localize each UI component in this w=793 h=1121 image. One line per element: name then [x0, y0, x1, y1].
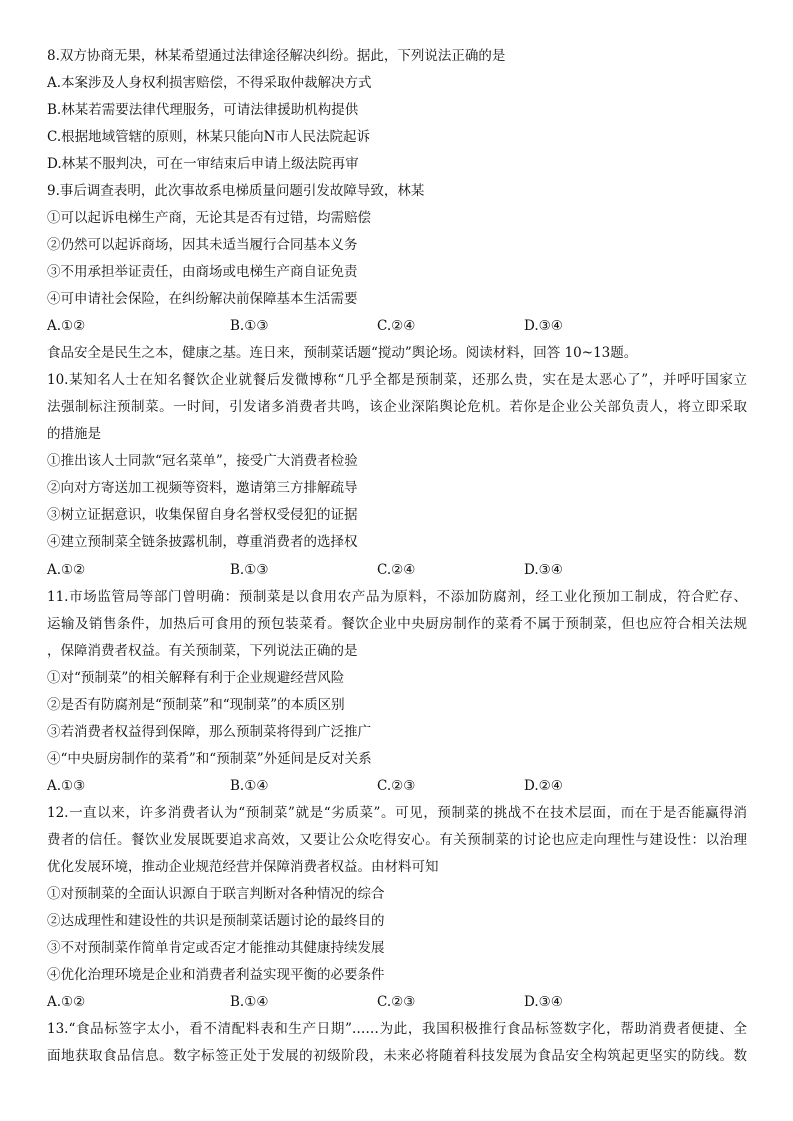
q12-stem-line-1: 12.一直以来，许多消费者认为“预制菜”就是“劣质菜”。可见，预制菜的挑战不在技术层面，而在于是否能赢得消 — [47, 805, 747, 821]
q12-choice-b: B.①④ — [230, 994, 269, 1010]
q11-choice-d: D.②④ — [524, 778, 563, 794]
q12-choices — [47, 992, 747, 1012]
q12-item-3: ③不对预制菜作简单肯定或否定才能推动其健康持续发展 — [47, 940, 385, 956]
q8-option-b: B.林某若需要法律代理服务，可请法律援助机构提供 — [47, 102, 359, 118]
q13-stem-line-1: 13.“食品标签字太小，看不清配料表和生产日期”……为此，我国积极推行食品标签数字化，帮助消费者便捷、全 — [47, 1021, 747, 1037]
q9-choice-a: A.①② — [47, 318, 86, 334]
q11-choice-a: A.①③ — [47, 778, 86, 794]
q10-stem-line-3: 的措施是 — [47, 426, 101, 442]
q9-item-1: ①可以起诉电梯生产商，无论其是否有过错，均需赔偿 — [47, 210, 371, 226]
q11-item-3: ③若消费者权益得到保障，那么预制菜将得到广泛推广 — [47, 724, 371, 740]
q9-item-4: ④可申请社会保险，在纠纷解决前保障基本生活需要 — [47, 291, 358, 307]
q10-choice-a: A.①② — [47, 562, 86, 578]
q12-item-1: ①对预制菜的全面认识源自于联言判断对各种情况的综合 — [47, 886, 385, 902]
q11-choice-c: C.②③ — [377, 778, 416, 794]
q10-choice-c: C.②④ — [377, 562, 416, 578]
q12-choice-d: D.③④ — [524, 994, 563, 1010]
q11-stem-line-3: ，保障消费者权益。有关预制菜，下列说法正确的是 — [47, 643, 358, 659]
q11-choices — [47, 776, 747, 796]
q10-choices — [47, 560, 747, 580]
q9-choice-c: C.②④ — [377, 318, 416, 334]
q11-item-2: ②是否有防腐剂是“预制菜”和“现制菜”的本质区别 — [47, 697, 345, 713]
q12-item-2: ②达成理性和建设性的共识是预制菜话题讨论的最终目的 — [47, 913, 385, 929]
q10-item-1: ①推出该人士同款“冠名菜单”，接受广大消费者检验 — [47, 453, 358, 469]
q9-item-2: ②仍然可以起诉商场，因其未适当履行合同基本义务 — [47, 237, 358, 253]
q9-choice-b: B.①③ — [230, 318, 269, 334]
q8-stem: 8.双方协商无果，林某希望通过法律途径解决纠纷。据此，下列说法正确的是 — [47, 48, 506, 64]
q8-option-d: D.林某不服判决，可在一审结束后申请上级法院再审 — [47, 156, 359, 172]
q11-choice-b: B.①④ — [230, 778, 269, 794]
q9-stem: 9.事后调查表明，此次事故系电梯质量问题引发故障导致，林某 — [47, 183, 425, 199]
q10-stem-line-2: 法强制标注预制菜。一时间，引发诸多消费者共鸣，该企业深陷舆论危机。若你是企业公关部负责人，将立即采取 — [47, 399, 747, 415]
q8-option-a: A.本案涉及人身权利损害赔偿，不得采取仲裁解决方式 — [47, 75, 372, 91]
q11-item-4: ④“中央厨房制作的菜肴”和“预制菜”外延间是反对关系 — [47, 751, 372, 767]
q9-choices — [47, 316, 747, 336]
q10-choice-d: D.③④ — [524, 562, 563, 578]
q9-item-3: ③不用承担举证责任，由商场或电梯生产商自证免责 — [47, 264, 358, 280]
q12-stem-line-3: 优化发展环境，推动企业规范经营并保障消费者权益。由材料可知 — [47, 859, 439, 875]
q10-choice-b: B.①③ — [230, 562, 269, 578]
q13-stem-line-2: 面地获取食品信息。数字标签正处于发展的初级阶段，未来必将随着科技发展为食品安全构筑起更坚实的防线。数 — [47, 1048, 747, 1064]
q11-stem-line-2: 运输及销售条件，加热后可食用的预包装菜肴。餐饮企业中央厨房制作的菜肴不属于预制菜，但也应符合相关法规 — [47, 616, 747, 632]
q9-choice-d: D.③④ — [524, 318, 563, 334]
q12-stem-line-2: 费者的信任。餐饮业发展既要追求高效，又要让公众吃得安心。有关预制菜的讨论也应走向理性与建设性：以治理 — [47, 832, 747, 848]
material-intro: 食品安全是民生之本，健康之基。连日来，预制菜话题“搅动”舆论场。阅读材料，回答 10~13题。 — [47, 345, 638, 361]
q12-choice-a: A.①② — [47, 994, 86, 1010]
q10-item-3: ③树立证据意识，收集保留自身名誉权受侵犯的证据 — [47, 507, 358, 523]
q12-choice-c: C.②③ — [377, 994, 416, 1010]
q8-option-c: C.根据地域管辖的原则，林某只能向N市人民法院起诉 — [47, 129, 370, 145]
q10-item-2: ②向对方寄送加工视频等资料，邀请第三方排解疏导 — [47, 480, 358, 496]
q10-item-4: ④建立预制菜全链条披露机制，尊重消费者的选择权 — [47, 534, 358, 550]
q11-stem-line-1: 11.市场监管局等部门曾明确：预制菜是以食用农产品为原料，不添加防腐剂，经工业化预加工制成，符合贮存、 — [47, 589, 747, 605]
q10-stem-line-1: 10.某知名人士在知名餐饮企业就餐后发微博称“几乎全都是预制菜，还那么贵，实在是太恶心了”，并呼吁国家立 — [47, 372, 747, 388]
q11-item-1: ①对“预制菜”的相关解释有利于企业规避经营风险 — [47, 670, 345, 686]
q12-item-4: ④优化治理环境是企业和消费者利益实现平衡的必要条件 — [47, 967, 385, 983]
